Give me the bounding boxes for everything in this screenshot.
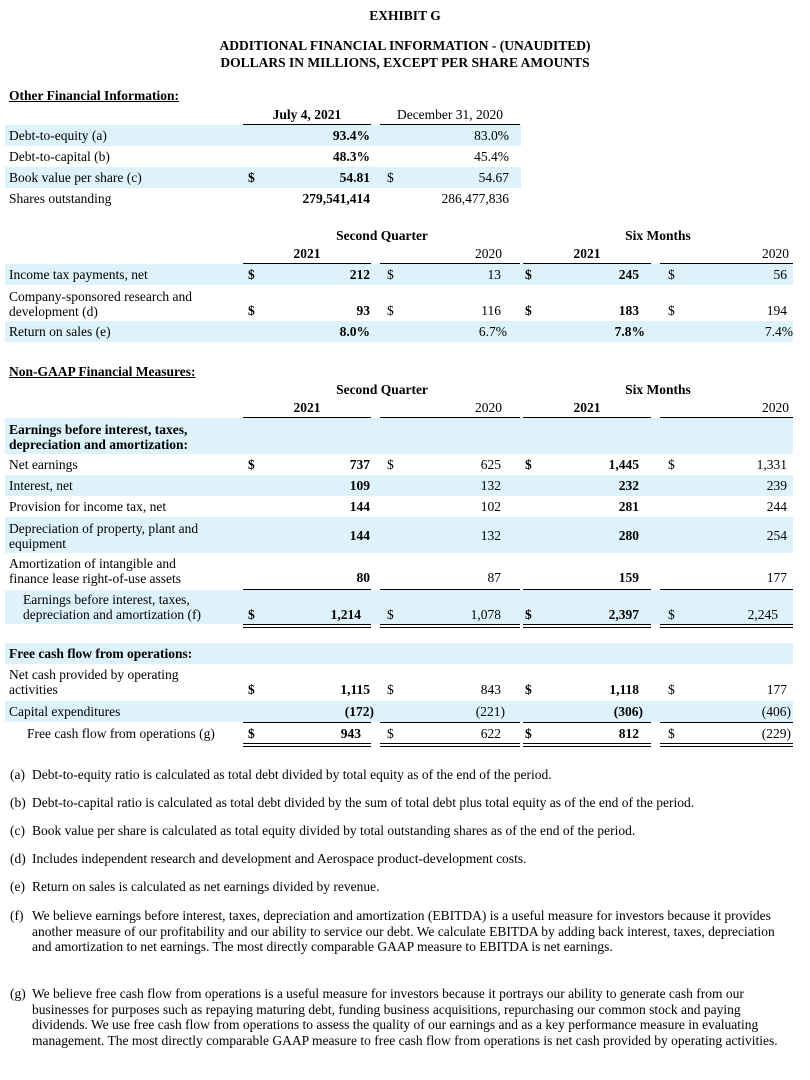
q2-2020: 132 (480, 478, 501, 493)
q2-2021: 8.0% (339, 324, 370, 339)
ytd-2021: 281 (618, 499, 639, 514)
ytd-2020: 254 (766, 528, 787, 543)
ytd-2020: 194 (766, 303, 787, 318)
ytd-2020: 244 (766, 499, 787, 514)
ytd-2020: (229) (761, 726, 791, 741)
ebitda-section-heading (5, 418, 793, 454)
q2-2021: 109 (349, 478, 370, 493)
dollar-sign: $ (668, 607, 675, 622)
ytd-2020: 177 (766, 682, 787, 697)
dollar-sign: $ (387, 303, 394, 318)
footnote-tag: (c) (10, 823, 25, 838)
q2-2020: 132 (480, 528, 501, 543)
q2-2020: 6.7% (478, 324, 507, 339)
table-row (5, 496, 793, 517)
col-july-2021: July 4, 2021 (272, 107, 342, 122)
fcf-section-heading (5, 643, 793, 664)
ytd-2021: 1,118 (609, 682, 639, 697)
footnote-text: We believe earnings before interest, taxes, depreciation and amortization (EBITDA) is a useful measure for investors because it provides another measure of our profitability and our ability to service our debt. We calculate EBITDA by adding back interest, taxes, depreciation and amortization to net earnings. The most directly comparable GAAP measure to EBITDA is net earnings. (32, 908, 775, 954)
value-2021: 93.4% (332, 128, 370, 143)
footnote-text: Debt-to-equity ratio is calculated as total debt divided by total equity as of the end of the period. (32, 767, 552, 782)
table-row (5, 553, 793, 589)
dollar-sign: $ (387, 607, 394, 622)
row-label: Provision for income tax, net (9, 499, 167, 514)
ytd-2020: (406) (761, 704, 791, 719)
q2-2021: 943 (340, 726, 361, 741)
table-row (5, 454, 793, 475)
row-label: Company-sponsored research and development (d) (9, 289, 192, 319)
header-2020: 2020 (762, 400, 789, 415)
table-row (5, 125, 521, 146)
header-2020: 2020 (475, 246, 502, 261)
ytd-2020: 56 (773, 267, 787, 282)
footnote-tag: (g) (10, 986, 26, 1001)
q2-2020: 625 (480, 457, 501, 472)
q2-2021: 737 (349, 457, 370, 472)
value-2021: 279,541,414 (302, 191, 370, 206)
dollar-sign: $ (525, 267, 532, 282)
dollar-sign: $ (525, 457, 532, 472)
dollar-sign: $ (248, 726, 255, 741)
q2-2020: 622 (480, 726, 501, 741)
dollar-sign: $ (248, 682, 255, 697)
table-row (5, 188, 521, 209)
dollar-sign: $ (668, 267, 675, 282)
row-label: Depreciation of property, plant and equipment (9, 521, 199, 551)
ytd-2020: 1,331 (756, 457, 787, 472)
row-label: Capital expenditures (9, 704, 121, 719)
table-row (5, 701, 793, 722)
row-label: Shares outstanding (9, 191, 112, 206)
ytd-2021: (306) (613, 704, 643, 719)
footnote-text: Return on sales is calculated as net earnings divided by revenue. (32, 879, 380, 894)
ytd-2021: 2,397 (608, 607, 639, 622)
header-second-quarter: Second Quarter (336, 382, 428, 397)
dollar-sign: $ (387, 457, 394, 472)
ebitda-total-row (5, 590, 793, 624)
dollar-sign: $ (668, 682, 675, 697)
other-financial-heading: Other Financial Information: (9, 88, 179, 103)
value-2020: 54.67 (478, 170, 509, 185)
footnote-text: Debt-to-capital ratio is calculated as total debt divided by the sum of total debt plus total equity as of the end of the period. (32, 795, 695, 810)
dollar-sign: $ (525, 726, 532, 741)
footnote-text: We believe free cash flow from operations is a useful measure for investors because it portrays our ability to generate cash from our businesses for purposes such as repaying maturing debt, funding business acquisitions, repurchasing our common stock and paying dividends. We use free cash flow from operations to assess the quality of our earnings and as a key performance measure in evaluating management. The most directly comparable GAAP measure to free cash flow from operations is net cash provided by operating activities. (32, 986, 778, 1048)
row-label: Interest, net (9, 478, 73, 493)
dollar-sign: $ (387, 267, 394, 282)
q2-2020: 13 (487, 267, 501, 282)
section-label: Earnings before interest, taxes, depreciation and amortization: (9, 422, 188, 452)
table-row (5, 475, 793, 496)
q2-2020: 102 (480, 499, 501, 514)
table-row (5, 264, 793, 285)
q2-2021: 93 (356, 303, 370, 318)
header-2020: 2020 (762, 246, 789, 261)
footnote-tag: (d) (10, 851, 26, 866)
section-label: Free cash flow from operations: (9, 646, 193, 661)
q2-2020: 1,078 (470, 607, 501, 622)
dollar-sign: $ (387, 682, 394, 697)
footnote-tag: (f) (10, 908, 24, 923)
dollar-sign: $ (525, 303, 532, 318)
non-gaap-heading: Non-GAAP Financial Measures: (9, 364, 196, 379)
header-2020: 2020 (475, 400, 502, 415)
title-line-1: ADDITIONAL FINANCIAL INFORMATION - (UNAUDITED) (219, 38, 591, 53)
q2-2020: 116 (481, 303, 501, 318)
header-six-months: Six Months (625, 382, 691, 397)
row-label: Debt-to-capital (b) (9, 149, 110, 164)
ytd-2021: 1,445 (608, 457, 639, 472)
q2-2021: (172) (344, 704, 374, 719)
row-label: Book value per share (c) (9, 170, 142, 185)
footnote-tag: (e) (10, 879, 25, 894)
header-2021: 2021 (573, 400, 601, 415)
value-2021: 48.3% (332, 149, 370, 164)
row-label: Earnings before interest, taxes, depreciation and amortization (f) (23, 592, 202, 622)
ytd-2021: 232 (618, 478, 639, 493)
row-label: Amortization of intangible and finance lease right-of-use assets (9, 556, 182, 586)
ytd-2020: 177 (766, 570, 787, 585)
row-label: Net earnings (9, 457, 78, 472)
table-row (5, 285, 793, 321)
title-line-2: DOLLARS IN MILLIONS, EXCEPT PER SHARE AMOUNTS (220, 55, 590, 70)
dollar-sign: $ (248, 267, 255, 282)
ytd-2021: 183 (618, 303, 639, 318)
table-row (5, 146, 521, 167)
ytd-2020: 239 (766, 478, 787, 493)
dollar-sign: $ (668, 726, 675, 741)
q2-2021: 144 (349, 528, 370, 543)
ytd-2021: 280 (618, 528, 639, 543)
dollar-sign: $ (248, 170, 255, 185)
footnote-text: Book value per share is calculated as total equity divided by total outstanding shares as of the end of the period. (32, 823, 636, 838)
dollar-sign: $ (248, 607, 255, 622)
row-label: Net cash provided by operating activities (9, 667, 179, 697)
dollar-sign: $ (248, 457, 255, 472)
header-six-months: Six Months (625, 228, 691, 243)
value-2021: 54.81 (339, 170, 370, 185)
q2-2021: 144 (349, 499, 370, 514)
header-second-quarter: Second Quarter (336, 228, 428, 243)
q2-2021: 1,115 (340, 682, 370, 697)
footnote-tag: (b) (10, 795, 26, 810)
col-dec-2020: December 31, 2020 (396, 107, 504, 122)
ytd-2021: 245 (618, 267, 639, 282)
ytd-2020: 7.4% (764, 324, 793, 339)
dollar-sign: $ (525, 607, 532, 622)
value-2020: 45.4% (474, 149, 509, 164)
q2-2020: 87 (487, 570, 501, 585)
dollar-sign: $ (525, 682, 532, 697)
footnote-text: Includes independent research and development and Aerospace product-development costs. (32, 851, 527, 866)
value-2020: 286,477,836 (441, 191, 509, 206)
dollar-sign: $ (387, 170, 394, 185)
dollar-sign: $ (387, 726, 394, 741)
header-2021: 2021 (573, 246, 601, 261)
ytd-2021: 7.8% (614, 324, 645, 339)
table-row (5, 321, 793, 342)
row-label: Free cash flow from operations (g) (27, 726, 215, 741)
q2-2021: 80 (356, 570, 370, 585)
value-2020: 83.0% (474, 128, 509, 143)
ytd-2020: 2,245 (747, 607, 778, 622)
footnote-tag: (a) (10, 767, 25, 782)
q2-2020: 843 (480, 682, 501, 697)
dollar-sign: $ (668, 303, 675, 318)
fcf-total-row (5, 723, 793, 743)
row-label: Debt-to-equity (a) (9, 128, 107, 143)
ytd-2021: 812 (618, 726, 639, 741)
row-label: Income tax payments, net (9, 267, 148, 282)
table-row (5, 664, 793, 700)
exhibit-label: EXHIBIT G (369, 8, 441, 23)
dollar-sign: $ (248, 303, 255, 318)
q2-2021: 1,214 (330, 607, 361, 622)
row-label: Return on sales (e) (9, 324, 111, 339)
q2-2021: 212 (349, 267, 370, 282)
table-row (5, 517, 793, 553)
q2-2020: (221) (475, 704, 505, 719)
header-2021: 2021 (293, 400, 321, 415)
header-2021: 2021 (293, 246, 321, 261)
ytd-2021: 159 (618, 570, 639, 585)
dollar-sign: $ (668, 457, 675, 472)
table-row (5, 167, 521, 188)
